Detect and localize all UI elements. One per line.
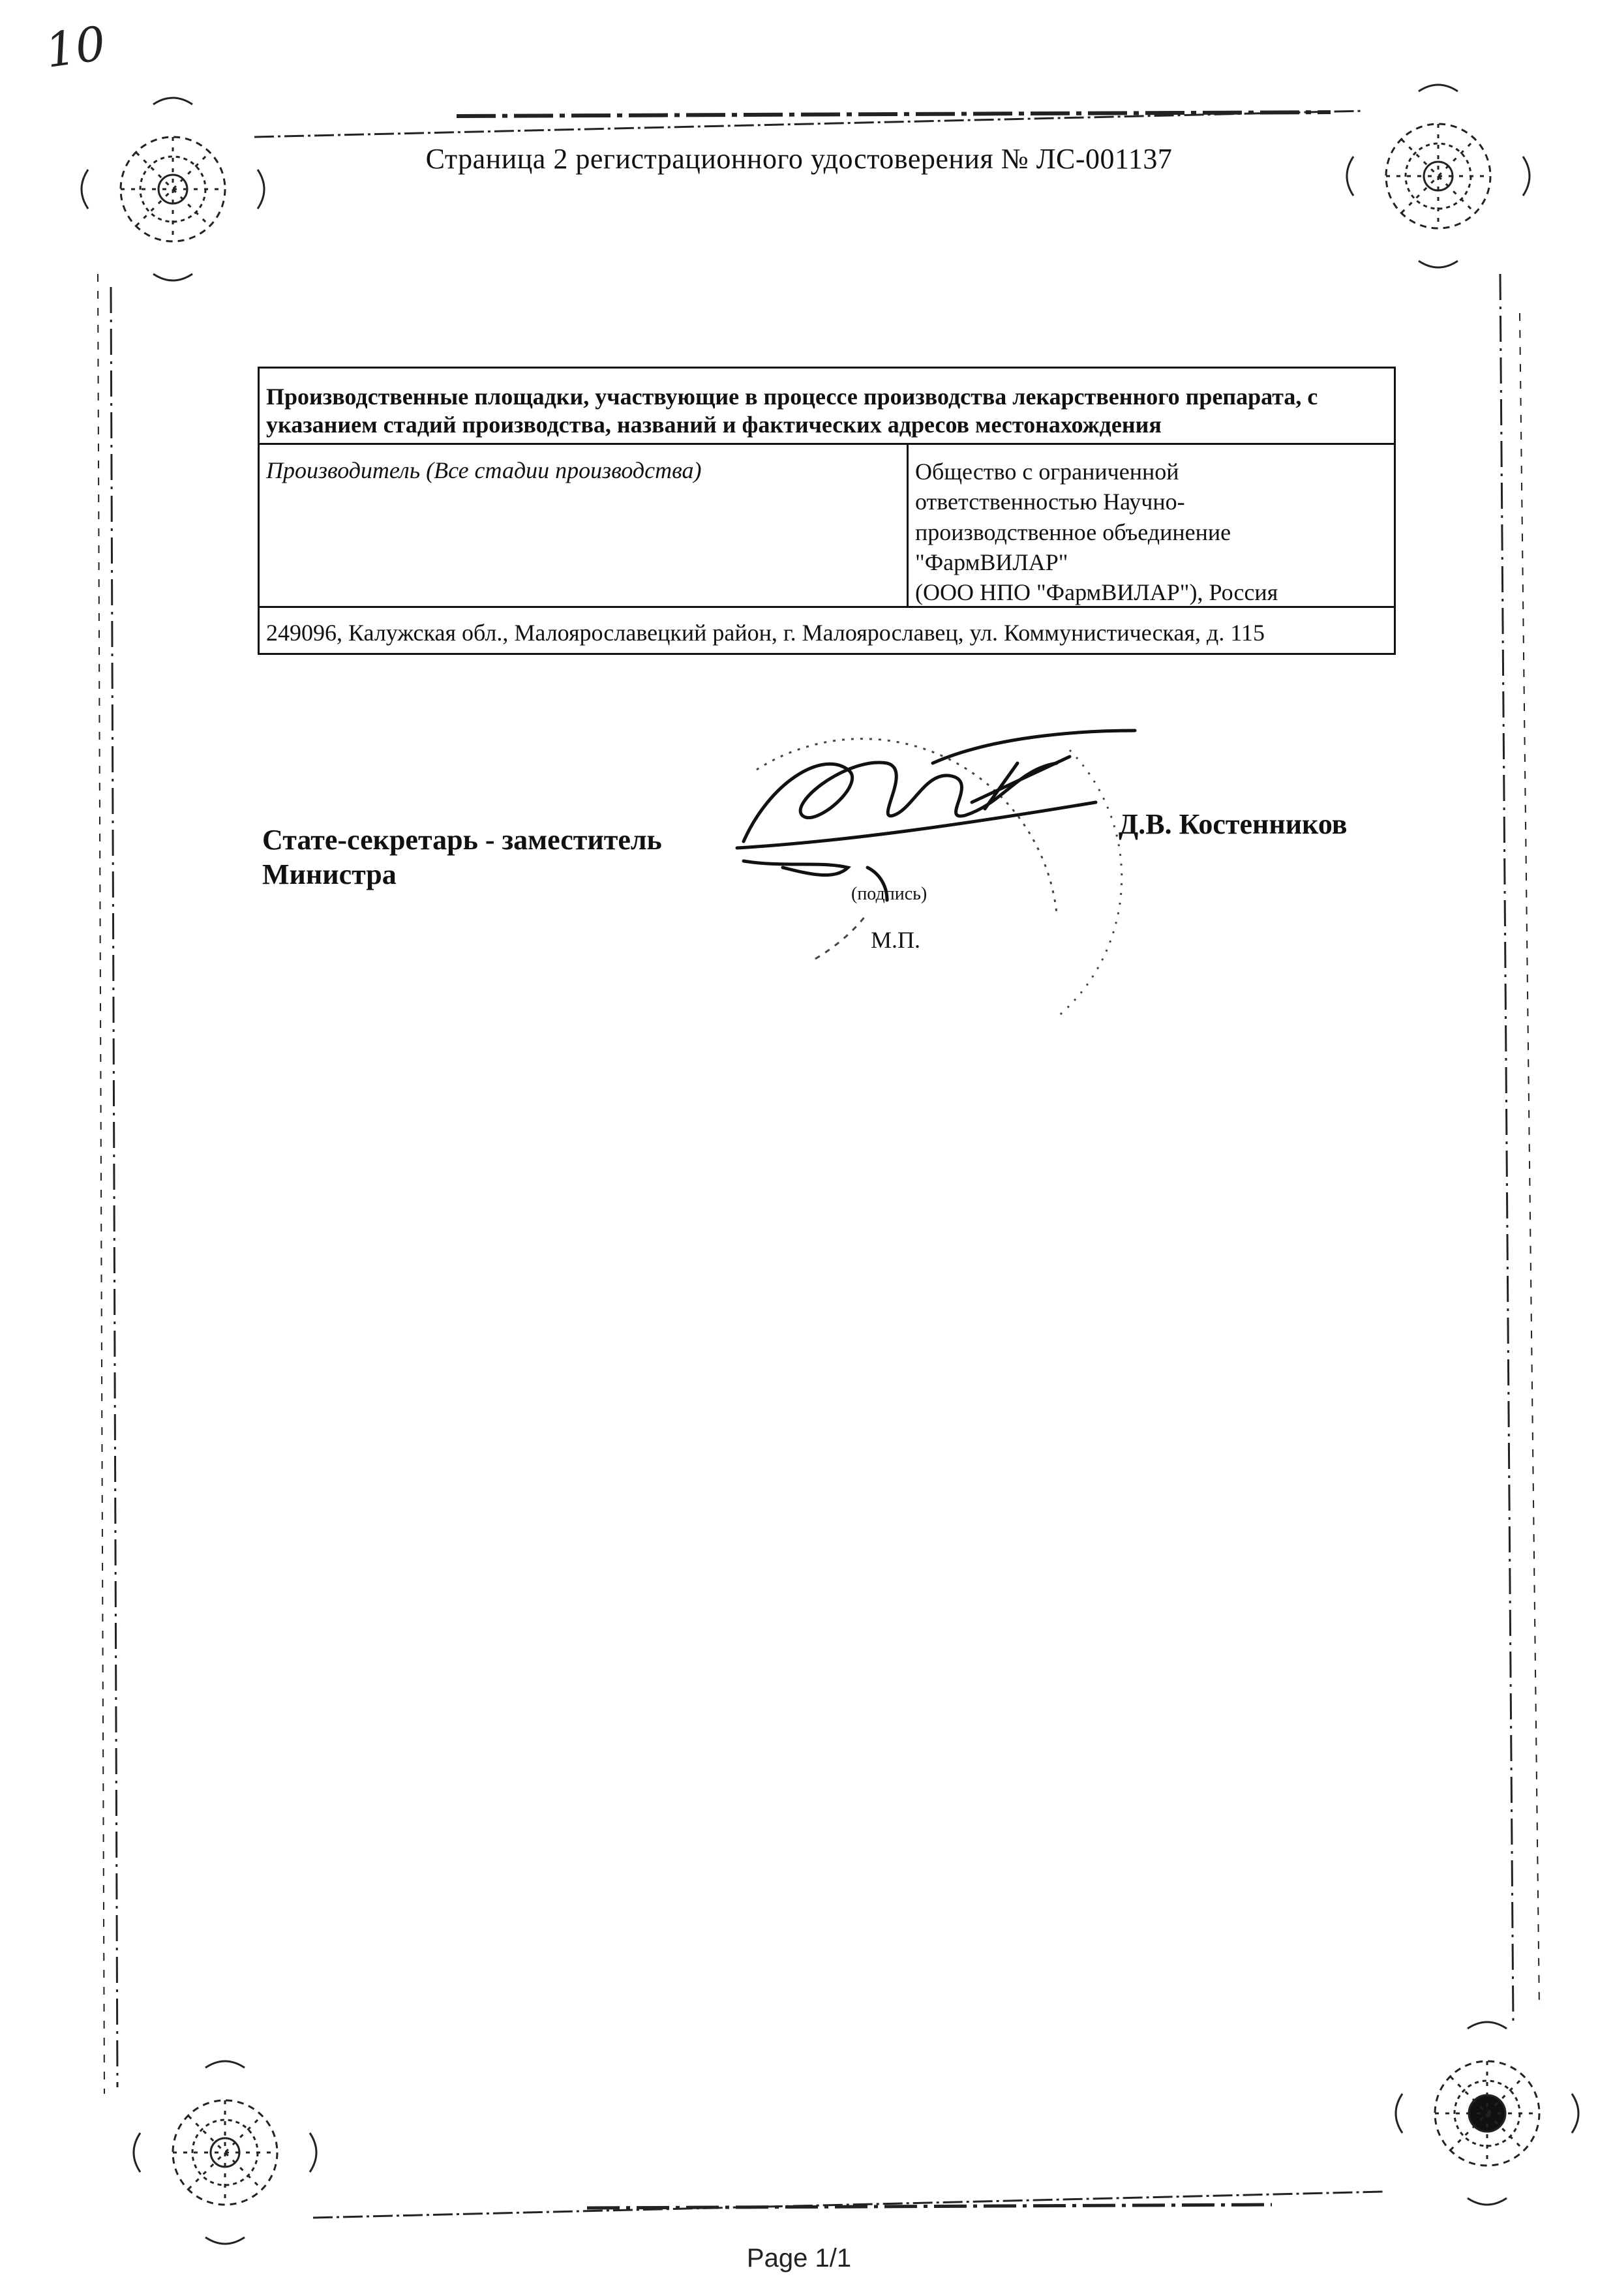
signatory-position-line: Министра: [262, 858, 397, 890]
organization-line: (ООО НПО "ФармВИЛАР"), Россия: [915, 579, 1278, 605]
manufacturer-organization-cell: [909, 445, 1394, 606]
table-row: [260, 608, 1394, 653]
signatory-position-line: Стате-секретарь - заместитель: [262, 824, 662, 856]
organization-line: Общество с ограниченной: [915, 459, 1179, 485]
corner-ornament-icon: [1347, 85, 1530, 267]
organization-line: ответственностью Научно-: [915, 489, 1185, 515]
manufacturing-sites-table: [258, 367, 1396, 655]
corner-ornament-icon: [1396, 2022, 1578, 2205]
page-number-handwritten: 10: [42, 16, 110, 78]
site-address-cell: 249096, Калужская обл., Малоярославецкий район, г. Малоярославец, ул. Коммунистическая, д. 115: [266, 620, 1265, 646]
table-row: [260, 445, 1394, 608]
official-stamp-outline: [757, 739, 1122, 1018]
signatory-position: [262, 823, 662, 892]
organization-line: "ФармВИЛАР": [915, 549, 1068, 575]
signatory-name: Д.В. Костенников: [1119, 808, 1348, 840]
signature-caption: (подпись): [851, 884, 927, 904]
table-title-cell: Производственные площадки, участвующие в процессе производства лекарственного препарата, с указанием стадий производства, названий и фактических адресов местонахождения: [266, 384, 1318, 438]
certificate-page-header: Страница 2 регистрационного удостоверения № ЛС-001137: [425, 143, 1173, 175]
corner-ornament-icon: [134, 2061, 316, 2244]
handwritten-signature: [737, 731, 1135, 900]
manufacturer-role-cell: Производитель (Все стадии производства): [260, 445, 909, 606]
organization-line: производственное объединение: [915, 519, 1231, 545]
stamp-place-label: М.П.: [871, 927, 921, 953]
table-header-row: [260, 369, 1394, 445]
corner-ornament-icon: [82, 98, 264, 280]
page-footer: Page 1/1: [746, 2244, 852, 2273]
